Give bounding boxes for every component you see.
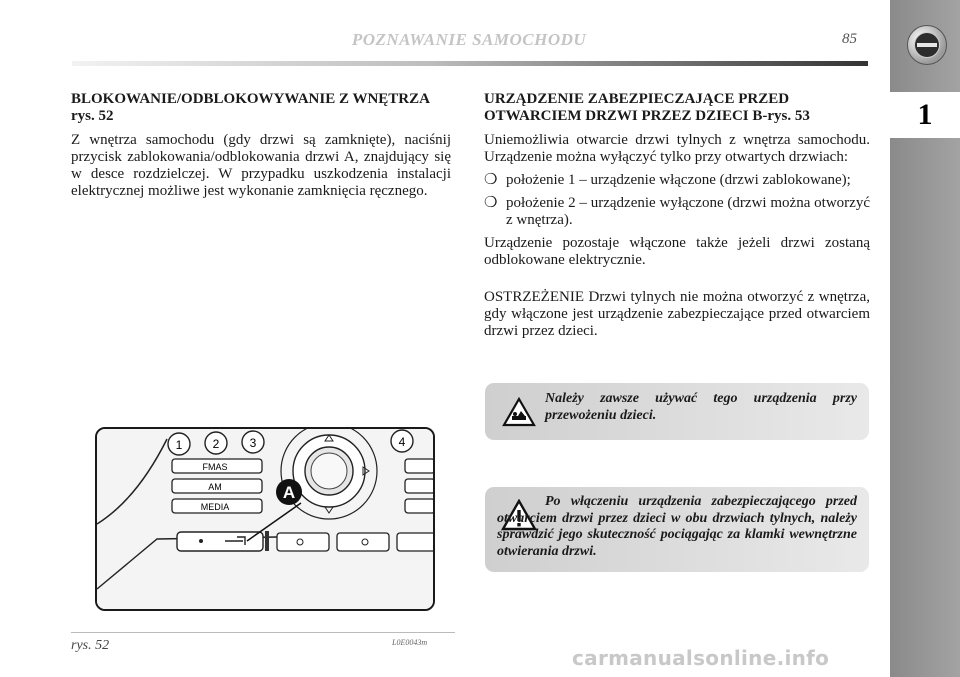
warning-paragraph (484, 289, 870, 340)
list-item (484, 195, 870, 229)
notice-danger-text: Po włączeniu urządzenia zabezpieczającego przed otwarciem drzwi przez dzieci w obu drzwiach tylnych, należy sprawdzić jego skuteczność pociągając za klamki wewnętrzne otwierania drzwi. (497, 494, 857, 559)
source-label: MEDIA (200, 502, 230, 512)
child-seat-warning-icon (502, 397, 536, 427)
circle-bullet-icon: ❍ (484, 195, 498, 211)
notice-danger (485, 487, 869, 572)
header-rule (72, 61, 868, 66)
section-subheading: rys. 52 (71, 108, 114, 124)
position-list (484, 172, 870, 229)
notice-child-text: Należy zawsze używać tego urządzenia przy przewożeniu dzieci. (545, 391, 857, 423)
preset-label: 4 (398, 435, 406, 449)
list-item-text: położenie 2 – urządzenie wyłączone (drzwi można otworzyć z wnętrza). (506, 195, 870, 228)
dashboard-drawing (97, 429, 433, 609)
preset-label: 3 (249, 436, 257, 450)
right-column (484, 91, 870, 346)
figure-caption: rys. 52 (71, 638, 110, 653)
child-lock-intro: Uniemożliwia otwarcie drzwi tylnych z wnętrza samochodu. Urządzenie można wyłączyć tylko przy otwartych drzwiach: (484, 132, 870, 165)
source-label: FMAS (202, 462, 228, 472)
rear-fog-button[interactable] (337, 533, 389, 551)
header-title: POZNAWANIE SAMOCHODU (351, 30, 587, 49)
figure-rule (71, 632, 455, 633)
list-item-text: położenie 1 – urządzenie włączone (drzwi zablokowane); (506, 172, 851, 188)
page-number: 85 (842, 31, 857, 47)
list-item (484, 172, 870, 189)
chapter-tab[interactable]: 1 (890, 92, 960, 138)
section-heading-child-lock (484, 91, 870, 125)
preset-label: 2 (212, 437, 220, 451)
door-lock-button[interactable] (177, 532, 263, 551)
dashboard-illustration (95, 427, 435, 611)
callout-label: A (282, 483, 296, 502)
warning-text: Drzwi tylnych nie można otworzyć z wnętrza, gdy włączone jest urządzenie zabezpieczające przed otwarciem drzwi przez dzieci. (484, 289, 870, 339)
notice-child-transport (485, 383, 869, 440)
watermark[interactable]: carmanualsonline.info (572, 646, 830, 670)
preset-label: 1 (175, 438, 183, 452)
left-column (71, 91, 451, 206)
child-lock-after: Urządzenie pozostaje włączone także jeżeli drzwi zostaną odblokowane elektrycznie. (484, 235, 870, 268)
lancia-logo-icon (907, 25, 947, 65)
section-heading-locking: BLOKOWANIE/ODBLOKOWYWANIE Z WNĘTRZA (71, 91, 430, 107)
figure-code: L0E0043m (392, 638, 428, 647)
circle-bullet-icon: ❍ (484, 172, 498, 188)
locking-body: Z wnętrza samochodu (gdy drzwi są zamknięte), naciśnij przycisk zablokowania/odblokowania drzwi A, znajdujący się w desce rozdzielczej. W przypadku uszkodzenia instalacji elektrycznej możliwe jest wykonanie zamknięcia ręcznego. (71, 132, 451, 199)
source-label: AM (208, 482, 222, 492)
warning-label: OSTRZEŻENIE (484, 289, 584, 305)
heading-line-2: OTWARCIEM DRZWI PRZEZ DZIECI B-rys. 53 (484, 108, 810, 124)
heading-line-1: URZĄDZENIE ZABEZPIECZAJĄCE PRZED (484, 91, 790, 107)
